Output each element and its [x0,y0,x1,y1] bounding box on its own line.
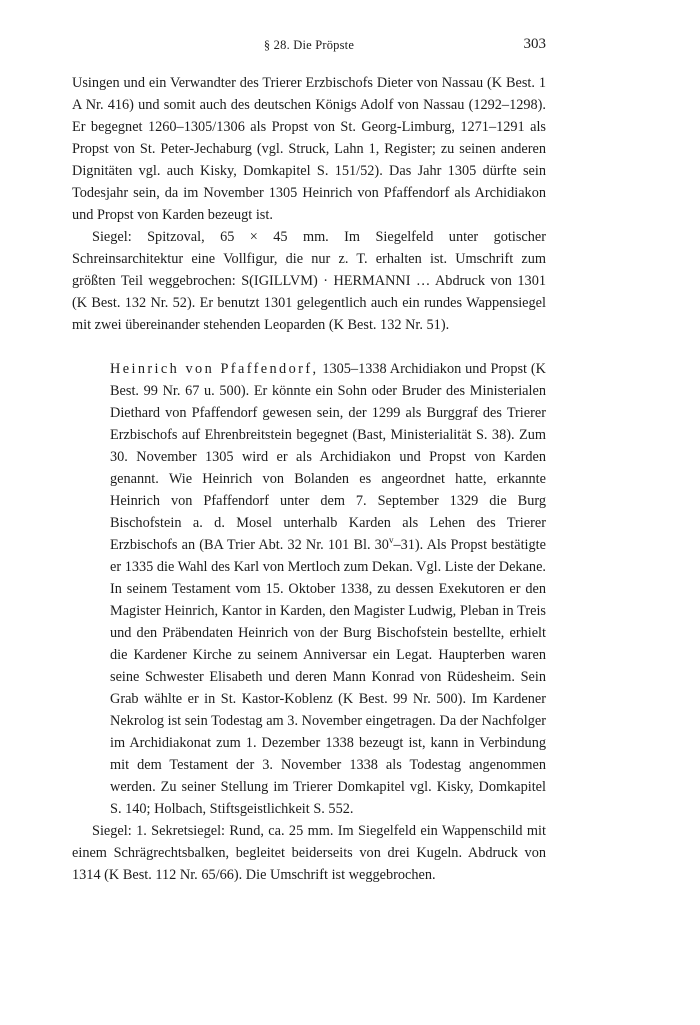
body-text [72,72,546,886]
entry-name: Heinrich von Pfaffendorf, [110,361,319,377]
entry-heinrich-von-pfaffendorf [72,358,546,820]
running-head: § 28. Die Pröpste [263,38,355,52]
page-header [72,38,546,60]
entry-superscript: v [388,535,394,546]
entry-text-part1: 1305–1338 Archidiakon und Propst (K Best. 99 Nr. 67 u. 500). Er könnte ein Sohn oder Bruder des Ministerialen Diethard von Pfaffendorf gewesen sein, der 1299 als Burggraf des Trierer Erzbischofs auf Ehrenbreitstein begegnet (Bast, Ministerialität S. 38). Zum 30. November 1305 wird er als Archidiakon und Propst von Karden genannt. Wie Heinrich von Bolanden es angeordnet hatte, erkannte Heinrich von Pfaffendorf unter dem 7. September 1329 die Burg Bischofstein a. d. Mosel unterhalb Karden als Lehen des Trierer Erzbischofs an (BA Trier Abt. 32 Nr. 101 Bl. 30 [110,361,546,553]
page-number: 303 [523,36,546,52]
entry-text-part2: –31). Als Propst bestätigte er 1335 die Wahl des Karl von Mertloch zum Dekan. Vgl. Liste der Dekane. In seinem Testament vom 15. Oktober 1338, zu dessen Exekutoren er den Magister Heinrich, Kantor in Karden, den Magister Ludwig, Pleban in Treis und den Präbendaten Heinrich von der Burg Bischofstein bestellte, erhielt die Kardener Kirche zu seinem Anniversar ein Legat. Haupterben waren seine Schwester Elisabeth und deren Mann Konrad von Rüdesheim. Sein Grab wählte er in St. Kastor-Koblenz (K Best. 99 Nr. 500). Im Kardener Nekrolog ist sein Todestag am 3. November eingetragen. Da der Nachfolger im Archidiakonat zum 1. Dezember 1338 bezeugt ist, kann in Verbindung mit dem Testament der 3. November 1338 als Todestag angenommen werden. Zu seiner Stellung im Trierer Domkapitel vgl. Kisky, Domkapitel S. 140; Holbach, Stiftsgeistlichkeit S. 552. [110,537,546,817]
paragraph-seal-description: Siegel: Spitzoval, 65 × 45 mm. Im Siegelfeld unter gotischer Schreinsarchitektur eine Vollfigur, die nur z. T. erhalten ist. Umschrift zum größten Teil weggebrochen: S(IGILLVM) · HERMANNI … Abdruck von 1301 (K Best. 132 Nr. 52). Er benutzt 1301 gelegentlich auch ein rundes Wappensiegel mit zwei übereinander stehenden Leoparden (K Best. 132 Nr. 51). [72,229,546,333]
paragraph-continuation: Usingen und ein Verwandter des Trierer Erzbischofs Dieter von Nassau (K Best. 1 A Nr. 416) und somit auch des deutschen Königs Adolf von Nassau (1292–1298). Er begegnet 1260–1305/1306 als Propst von St. Georg-Limburg, 1271–1291 als Propst von St. Peter-Jechaburg (vgl. Struck, Lahn 1, Register; zu seinen anderen Dignitäten vgl. auch Kisky, Domkapitel S. 151/52). Das Jahr 1305 dürfte sein Todesjahr sein, da im November 1305 Heinrich von Pfaffendorf als Archidiakon und Propst von Karden bezeugt ist. [72,75,546,223]
paragraph-seal-secret: Siegel: 1. Sekretsiegel: Rund, ca. 25 mm. Im Siegelfeld ein Wappenschild mit einem Schrägrechtsbalken, begleitet beiderseits von drei Kugeln. Abdruck von 1314 (K Best. 112 Nr. 65/66). Die Umschrift ist weggebrochen. [72,823,546,883]
